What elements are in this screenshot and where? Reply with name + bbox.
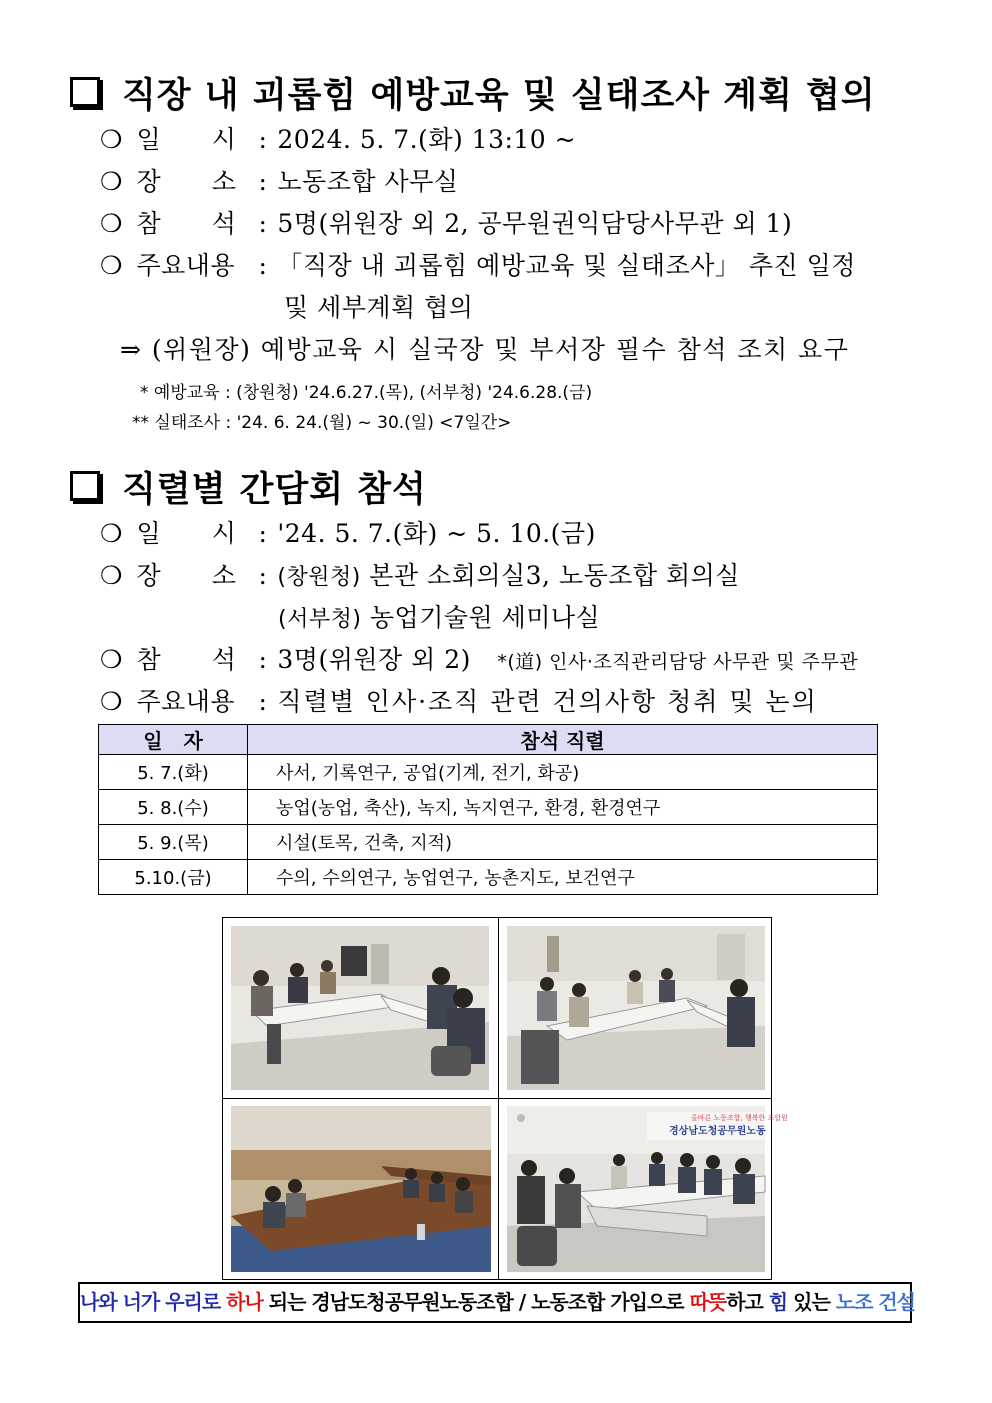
s1-attend-line: ❍ 참 석 : 5명(위원장 외 2, 공무원권익담당사무관 외 1) (100, 204, 792, 240)
s1-place-value: 노동조합 사무실 (277, 167, 459, 196)
table-header-row (99, 725, 878, 755)
s1-date-value: 2024. 5. 7.(화) 13:10 ~ (277, 125, 577, 154)
banner-line2: 경상남도청공무원노동 (669, 1126, 766, 1137)
meeting-photo-1 (231, 926, 489, 1090)
section2-title (70, 462, 427, 512)
s1-place-line: ❍ 장 소 : 노동조합 사무실 (100, 162, 458, 198)
circle-bullet-icon: ❍ (100, 167, 123, 196)
table-cell-jobs: 시설(토목, 건축, 지적) (248, 825, 878, 860)
s2-place-value1: 본관 소회의실3, 노동조합 회의실 (369, 561, 740, 590)
footer-part: 따뜻 (689, 1290, 727, 1314)
footer-part: 나와 너가 우리로 (80, 1290, 227, 1314)
table-cell-date: 5. 9.(목) (99, 825, 248, 860)
checkbox-square-icon (70, 471, 100, 501)
s1-footnote1: * 예방교육 : (창원청) '24.6.27.(목), (서부청) '24.6.28.(금) (140, 383, 593, 403)
s2-place-label: 장 소 (136, 561, 237, 590)
s2-content-line: ❍ 주요내용 : 직렬별 인사·조직 관련 건의사항 청취 및 논의 (100, 682, 818, 718)
s2-attend-value: 3명(위원장 외 2) (277, 645, 471, 674)
table-row (99, 790, 878, 825)
s2-place-prefix1: (창원청) (277, 565, 361, 590)
table-header-jobs: 참석 직렬 (248, 725, 878, 755)
table-cell-date: 5. 8.(수) (99, 790, 248, 825)
table-row (99, 860, 878, 895)
s1-attend-label: 참 석 (136, 209, 237, 238)
circle-bullet-icon: ❍ (100, 645, 123, 674)
footer-slogan (78, 1282, 915, 1323)
checkbox-square-icon (70, 77, 100, 107)
circle-bullet-icon: ❍ (100, 687, 123, 716)
circle-bullet-icon: ❍ (100, 251, 123, 280)
section1-title (70, 68, 876, 118)
table-cell-jobs: 수의, 수의연구, 농업연구, 농촌지도, 보건연구 (248, 860, 878, 895)
s2-place-line2 (278, 598, 600, 634)
section2-title-text: 직렬별 간담회 참석 (122, 470, 427, 510)
meeting-photo-4 (507, 1106, 788, 1272)
circle-bullet-icon: ❍ (100, 125, 123, 154)
s1-date-line: ❍ 일 시 : 2024. 5. 7.(화) 13:10 ~ (100, 120, 576, 156)
footer-part: 노조 건설 (835, 1290, 915, 1314)
s1-place-label: 장 소 (136, 167, 237, 196)
s2-attend-label: 참 석 (136, 645, 237, 674)
table-cell-date: 5. 7.(화) (99, 755, 248, 790)
s1-footnote2: ** 실태조사 : '24. 6. 24.(월) ~ 30.(일) <7일간> (132, 413, 512, 433)
footer-part: 있는 (787, 1290, 836, 1314)
s1-content-value: 「직장 내 괴롭힘 예방교육 및 실태조사」 추진 일정 (277, 251, 856, 280)
circle-bullet-icon: ❍ (100, 561, 123, 590)
s1-arrow-note: ⇒ (위원장) 예방교육 시 실국장 및 부서장 필수 참석 조치 요구 (120, 335, 850, 364)
footer-part: 되는 경남도청공무원노동조합 / 노동조합 가입으로 (262, 1290, 690, 1314)
s1-content-label: 주요내용 (136, 251, 236, 280)
photo-grid (222, 917, 788, 1280)
footer-part: 하고 (726, 1290, 769, 1314)
s2-content-value: 직렬별 인사·조직 관련 건의사항 청취 및 논의 (277, 687, 818, 716)
s2-place-value2: 농업기술원 세미나실 (369, 603, 601, 632)
table-header-date: 일 자 (99, 725, 248, 755)
meeting-photo-3 (231, 1106, 491, 1272)
table-cell-date: 5.10.(금) (99, 860, 248, 895)
s2-attend-note: *(道) 인사·조직관리담당 사무관 및 주무관 (497, 651, 859, 673)
table-row (99, 755, 878, 790)
s1-date-label: 일 시 (136, 125, 237, 154)
circle-bullet-icon: ❍ (100, 209, 123, 238)
footer-part: 힘 (768, 1290, 788, 1314)
footer-part: 하나 (226, 1290, 263, 1314)
s1-content-value2: 및 세부계획 협의 (284, 293, 474, 322)
meeting-photo-2 (507, 926, 765, 1090)
schedule-table (98, 724, 878, 895)
s1-attend-value: 5명(위원장 외 2, 공무원권익담당사무관 외 1) (277, 209, 793, 238)
s2-attend-line: ❍ 참 석 : 3명(위원장 외 2) *(道) 인사·조직관리담당 사무관 및 주무관 (100, 640, 858, 676)
s2-date-label: 일 시 (136, 519, 237, 548)
s2-content-label: 주요내용 (136, 687, 236, 716)
s2-place-line: ❍ 장 소 : (창원청) 본관 소회의실3, 노동조합 회의실 (100, 556, 740, 592)
banner-line1: 올바른 노동조합, 행복한 조합원 (691, 1114, 788, 1122)
circle-bullet-icon: ❍ (100, 519, 123, 548)
table-cell-jobs: 사서, 기록연구, 공업(기계, 전기, 화공) (248, 755, 878, 790)
s2-place-prefix2: (서부청) (278, 607, 362, 632)
table-row (99, 825, 878, 860)
table-cell-jobs: 농업(농업, 축산), 녹지, 녹지연구, 환경, 환경연구 (248, 790, 878, 825)
s2-date-line: ❍ 일 시 : '24. 5. 7.(화) ~ 5. 10.(금) (100, 514, 596, 550)
s2-date-value: '24. 5. 7.(화) ~ 5. 10.(금) (277, 519, 596, 548)
s1-content-line: ❍ 주요내용 : 「직장 내 괴롭힘 예방교육 및 실태조사」 추진 일정 (100, 246, 856, 282)
section1-title-text: 직장 내 괴롭힘 예방교육 및 실태조사 계획 협의 (122, 76, 876, 116)
